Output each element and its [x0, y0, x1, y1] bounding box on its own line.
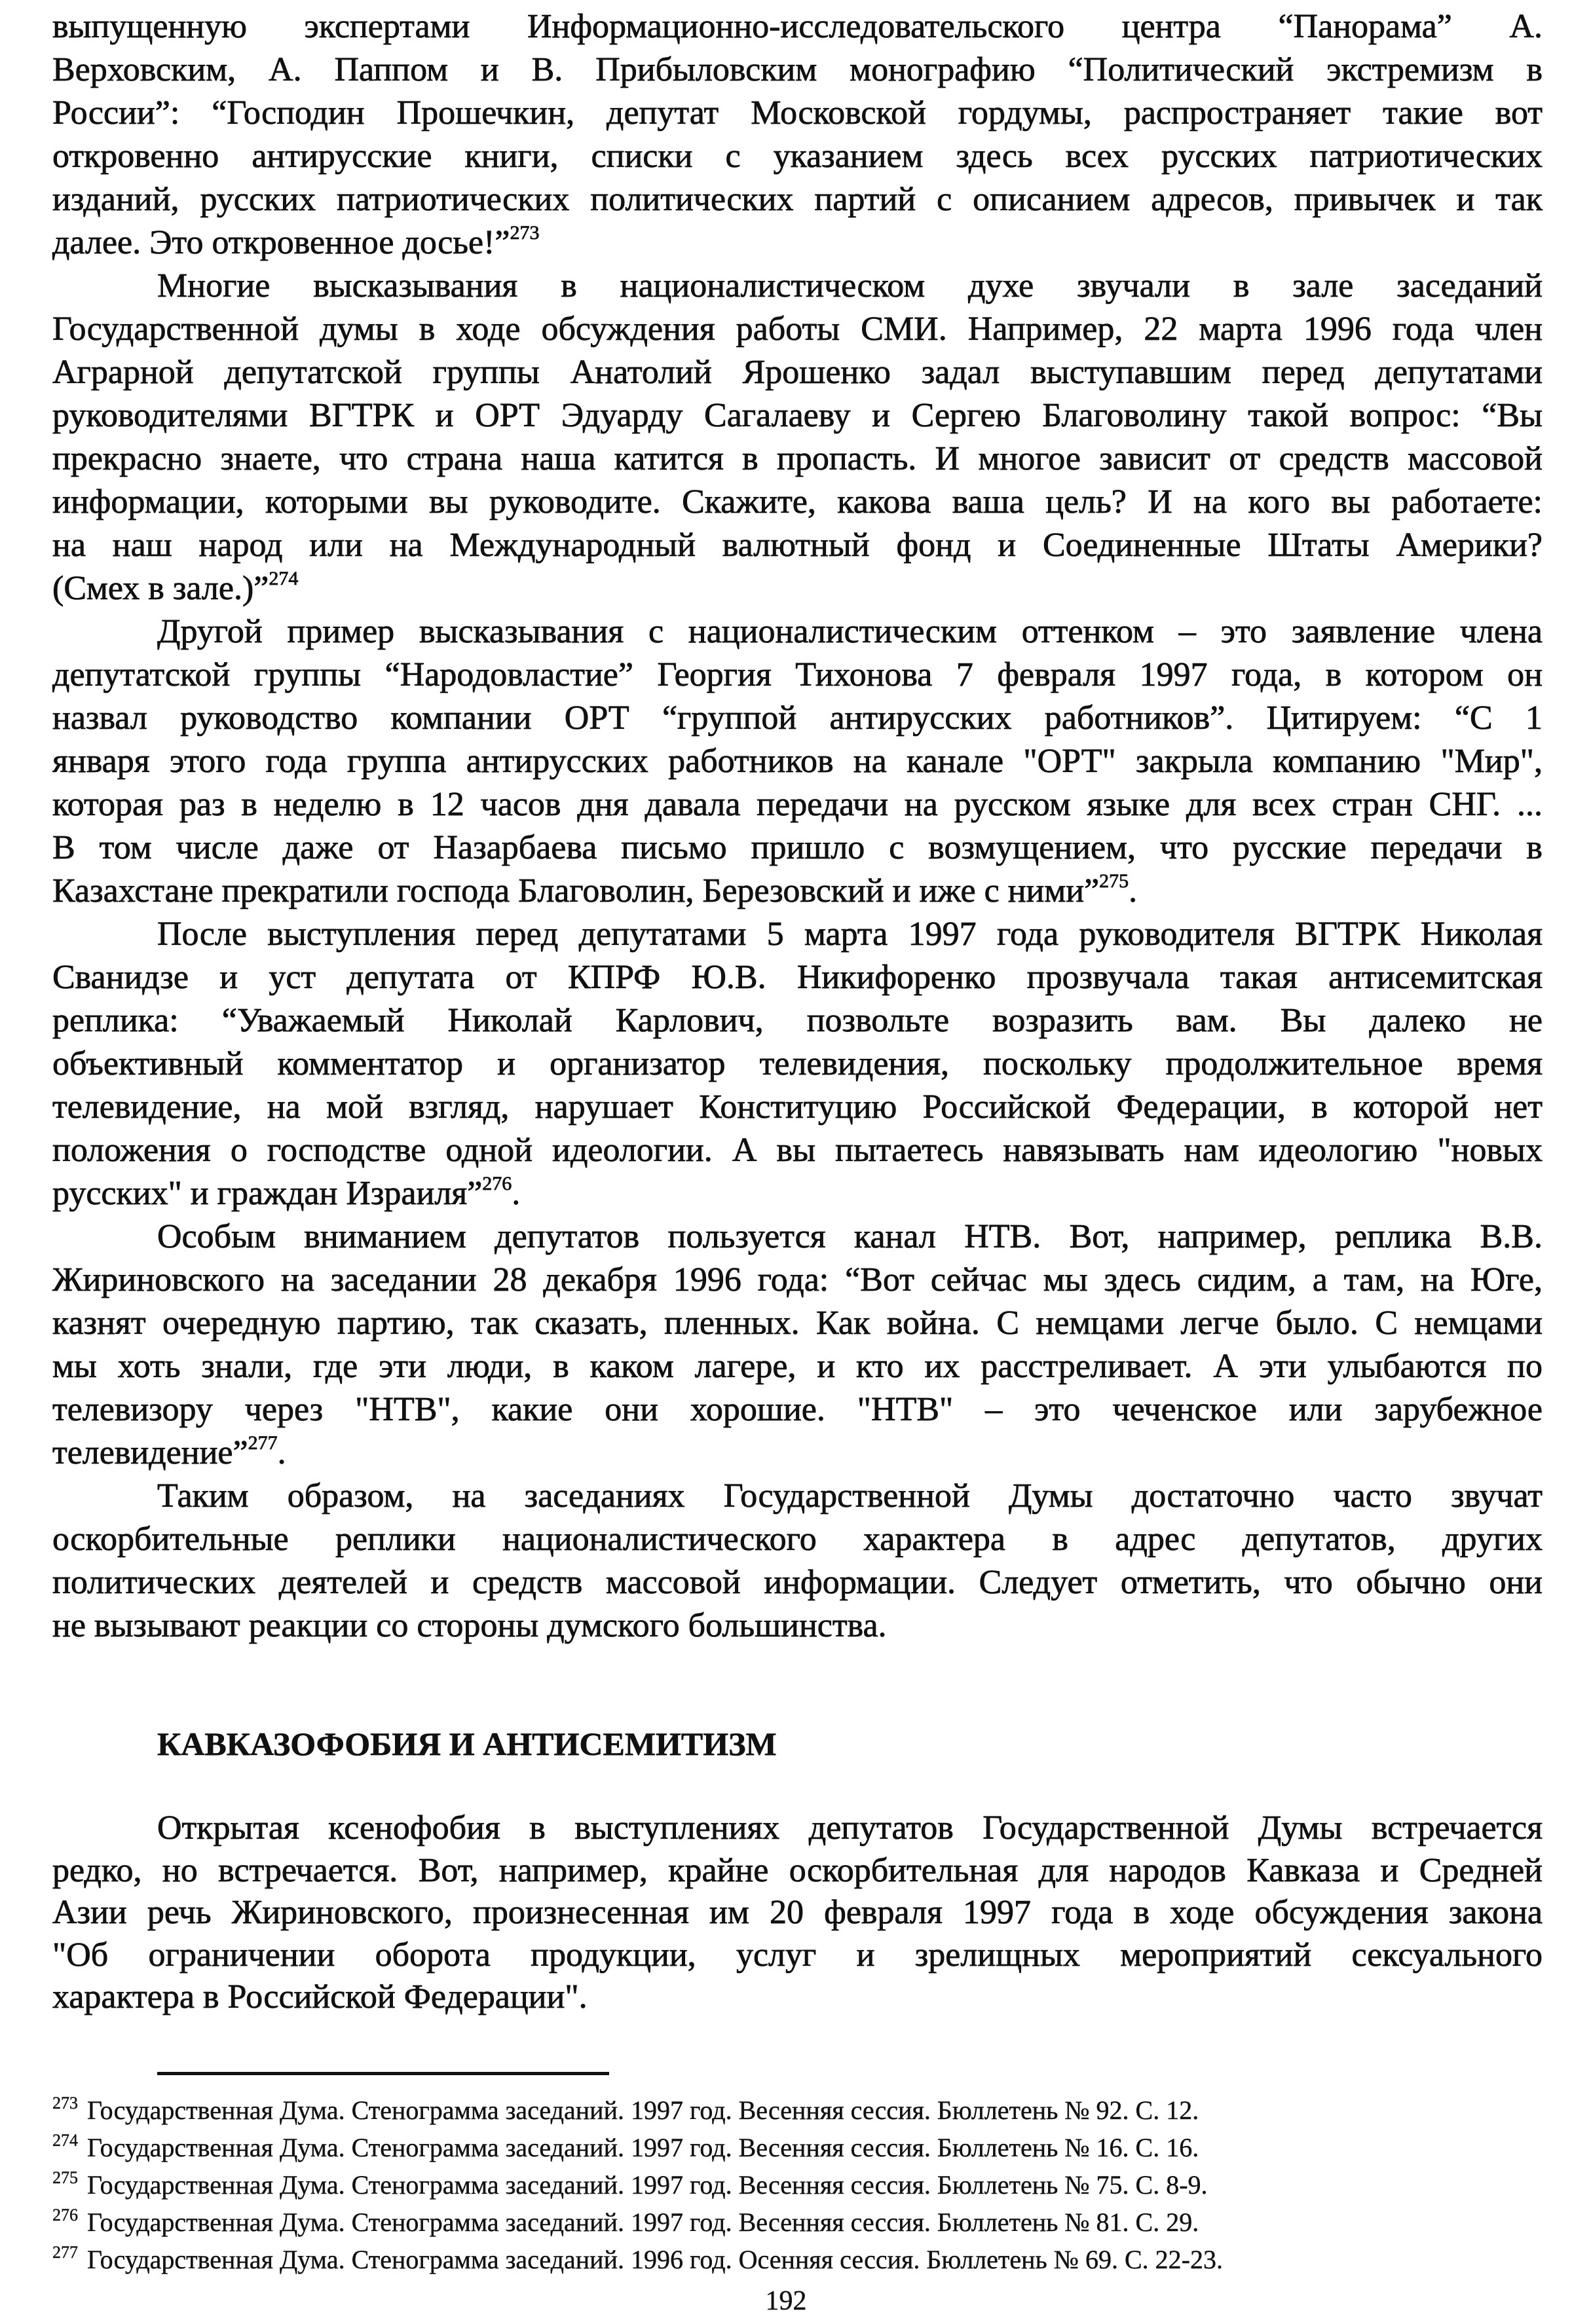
text-line [52, 135, 1543, 178]
footnote [52, 2092, 1223, 2129]
line-text: Сванидзе и уст депутата от КПРФ Ю.В. Никифоренко прозвучала такая антисемитская [52, 959, 1543, 996]
text-line [52, 1518, 1543, 1561]
text-line [52, 1345, 1543, 1388]
line-text: русских" и граждан Израиля” [52, 1175, 483, 1212]
footnote-divider [157, 2072, 609, 2075]
line-text: казнят очередную партию, так сказать, пленных. Как война. С немцами легче было. С немцами [52, 1304, 1543, 1342]
line-text: характера в Российской Федерации". [52, 1978, 588, 2016]
line-text: не вызывают реакции со стороны думского большинства. [52, 1607, 887, 1644]
line-text: Казахстане прекратили господа Благоволин, Березовский и иже с ними” [52, 872, 1100, 910]
text-line [52, 740, 1543, 783]
text-line [52, 221, 1543, 265]
paragraph [52, 265, 1543, 610]
line-text: Многие высказывания в националистическом духе звучали в зале заседаний [157, 267, 1543, 304]
line-text: мы хоть знали, где эти люди, в каком лагере, и кто их расстреливает. А эти улыбаются по [52, 1348, 1543, 1385]
paragraph [52, 1215, 1543, 1475]
text-line [52, 826, 1543, 870]
text-line [52, 1302, 1543, 1345]
footnote-text: Государственная Дума. Стенограмма заседаний. 1997 год. Весенняя сессия. Бюллетень № 16. С. 16. [87, 2133, 1199, 2162]
line-text: Особым вниманием депутатов пользуется канал НТВ. Вот, например, реплика В.В. [157, 1218, 1543, 1255]
line-text: политических деятелей и средств массовой информации. Следует отметить, что обычно они [52, 1564, 1543, 1601]
footnote-text: Государственная Дума. Стенограмма заседаний. 1997 год. Весенняя сессия. Бюллетень № 81. С. 29. [87, 2207, 1199, 2237]
footnote-ref: 276 [482, 1173, 512, 1194]
text-line [52, 1388, 1543, 1431]
line-text: прекрасно знаете, что страна наша катится в пропасть. И многое зависит от средств массовой [52, 440, 1543, 477]
text-line [52, 1042, 1543, 1086]
line-text: России”: “Господин Прошечкин, депутат Московской гордумы, распространяет такие вот [52, 94, 1543, 132]
text-line [52, 1604, 1543, 1648]
line-text: Азии речь Жириновского, произнесенная им 20 февраля 1997 года в ходе обсуждения закона [52, 1894, 1543, 1931]
line-text: Государственной думы в ходе обсуждения работы СМИ. Например, 22 марта 1996 года член [52, 310, 1543, 348]
text-line [52, 654, 1543, 697]
text-line [52, 697, 1543, 740]
text-line [52, 1475, 1543, 1518]
line-text: назвал руководство компании ОРТ “группой антирусских работников”. Цитируем: “С 1 [52, 699, 1543, 737]
text-line [52, 1215, 1543, 1259]
footnote-text: Государственная Дума. Стенограмма заседаний. 1997 год. Весенняя сессия. Бюллетень № 92. С. 12. [87, 2095, 1199, 2125]
text-line [52, 524, 1543, 567]
line-text: оскорбительные реплики националистического характера в адрес депутатов, других [52, 1521, 1543, 1558]
text-line [52, 610, 1543, 654]
text-line [52, 1431, 1543, 1475]
footnote-text: Государственная Дума. Стенограмма заседаний. 1996 год. Осенняя сессия. Бюллетень № 69. С. 22-23. [87, 2245, 1223, 2274]
footnote-text: Государственная Дума. Стенограмма заседаний. 1997 год. Весенняя сессия. Бюллетень № 75. С. 8-9. [87, 2170, 1208, 2200]
line-tail: . [1129, 872, 1138, 910]
line-text: "Об ограничении оборота продукции, услуг и зрелищных мероприятий сексуального [52, 1936, 1543, 1974]
text-line [52, 567, 1543, 610]
line-tail: . [512, 1175, 521, 1212]
text-line [52, 913, 1543, 956]
footnote-ref: 277 [248, 1432, 278, 1454]
text-line [52, 394, 1543, 437]
text-line [52, 481, 1543, 524]
line-text: телевидение” [52, 1434, 248, 1471]
text-line [52, 1259, 1543, 1302]
line-text: Аграрной депутатской группы Анатолий Ярошенко задал выступавшим перед депутатами [52, 354, 1543, 391]
footnote-number: 274 [52, 2131, 78, 2150]
text-line [52, 1934, 1543, 1977]
line-text: далее. Это откровенное досье!” [52, 224, 510, 261]
line-text: руководителями ВГТРК и ОРТ Эдуарду Сагалаеву и Сергею Благоволину такой вопрос: “Вы [52, 397, 1543, 434]
line-text: (Смех в зале.)” [52, 570, 269, 607]
line-text: редко, но встречается. Вот, например, крайне оскорбительная для народов Кавказа и Средней [52, 1851, 1543, 1889]
footnote-number: 275 [52, 2168, 78, 2187]
footnote-ref: 275 [1099, 870, 1129, 892]
footnote [52, 2166, 1223, 2204]
text-line [52, 48, 1543, 92]
line-text: Другой пример высказывания с националистическим оттенком – это заявление члена [157, 613, 1543, 650]
line-text: объективный комментатор и организатор телевидения, поскольку продолжительное время [52, 1045, 1543, 1082]
footnote [52, 2129, 1223, 2166]
line-text: В том числе даже от Назарбаева письмо пришло с возмущением, что русские передачи в [52, 829, 1543, 866]
text-line [52, 92, 1543, 135]
line-tail: . [277, 1434, 286, 1471]
text-line [52, 870, 1543, 913]
section-heading: КАВКАЗОФОБИЯ И АНТИСЕМИТИЗМ [157, 1725, 777, 1762]
line-text: января этого года группа антирусских работников на канале "ОРТ" закрыла компанию "Мир", [52, 743, 1543, 780]
footnote-number: 273 [52, 2093, 78, 2112]
paragraph [52, 5, 1543, 265]
footnotes [52, 2092, 1223, 2278]
text-line [52, 783, 1543, 826]
text-line [52, 1892, 1543, 1934]
text-line [52, 1807, 1543, 1850]
footnote [52, 2241, 1223, 2278]
section-body-text [52, 1807, 1543, 2019]
text-line [52, 265, 1543, 308]
line-text: информации, которыми вы руководите. Скажите, какова ваша цель? И на кого вы работаете: [52, 483, 1543, 521]
text-line [52, 1086, 1543, 1129]
footnote [52, 2204, 1223, 2241]
footnote-number: 277 [52, 2243, 78, 2262]
line-text: телевизору через "НТВ", какие они хорошие. "НТВ" – это чеченское или зарубежное [52, 1391, 1543, 1428]
line-text: реплика: “Уважаемый Николай Карлович, позвольте возразить вам. Вы далеко не [52, 1002, 1543, 1039]
line-text: Жириновского на заседании 28 декабря 1996 года: “Вот сейчас мы здесь сидим, а там, на Юге, [52, 1261, 1543, 1299]
text-line [52, 5, 1543, 48]
line-text: Таким образом, на заседаниях Государственной Думы достаточно часто звучат [157, 1477, 1543, 1515]
line-text: положения о господстве одной идеологии. А вы пытаетесь навязывать нам идеологию "новых [52, 1132, 1543, 1169]
footnote-ref: 273 [510, 222, 540, 244]
line-text: изданий, русских патриотических политических партий с описанием адресов, привычек и так [52, 181, 1543, 218]
text-line [52, 308, 1543, 351]
footnote-number: 276 [52, 2205, 78, 2224]
text-line [52, 178, 1543, 221]
line-text: телевидение, на мой взгляд, нарушает Конституцию Российской Федерации, в которой нет [52, 1088, 1543, 1126]
text-line [52, 956, 1543, 999]
main-body-text [52, 5, 1543, 1648]
text-line [52, 1172, 1543, 1215]
text-line [52, 351, 1543, 394]
text-line [52, 1976, 1543, 2019]
line-text: Верховским, А. Паппом и В. Прибыловским монографию “Политический экстремизм в [52, 51, 1543, 88]
text-line [52, 1129, 1543, 1172]
line-text: откровенно антирусские книги, списки с указанием здесь всех русских патриотических [52, 138, 1543, 175]
paragraph [52, 610, 1543, 913]
line-text: После выступления перед депутатами 5 марта 1997 года руководителя ВГТРК Николая [157, 915, 1543, 953]
line-text: которая раз в неделю в 12 часов дня давала передачи на русском языке для всех стран СНГ. ... [52, 786, 1543, 823]
line-text: Открытая ксенофобия в выступлениях депутатов Государственной Думы встречается [157, 1809, 1543, 1847]
text-line [52, 1561, 1543, 1604]
paragraph [52, 1475, 1543, 1648]
line-text: выпущенную экспертами Информационно-исследовательского центра “Панорама” А. [52, 8, 1543, 45]
paragraph [52, 913, 1543, 1215]
paragraph [52, 1807, 1543, 2019]
line-text: на наш народ или на Международный валютный фонд и Соединенные Штаты Америки? [52, 526, 1543, 564]
line-text: депутатской группы “Народовластие” Георгия Тихонова 7 февраля 1997 года, в котором он [52, 656, 1543, 693]
page-number: 192 [765, 2286, 807, 2316]
text-line [52, 1850, 1543, 1892]
text-line [52, 437, 1543, 481]
footnote-ref: 274 [269, 568, 299, 589]
text-line [52, 999, 1543, 1042]
